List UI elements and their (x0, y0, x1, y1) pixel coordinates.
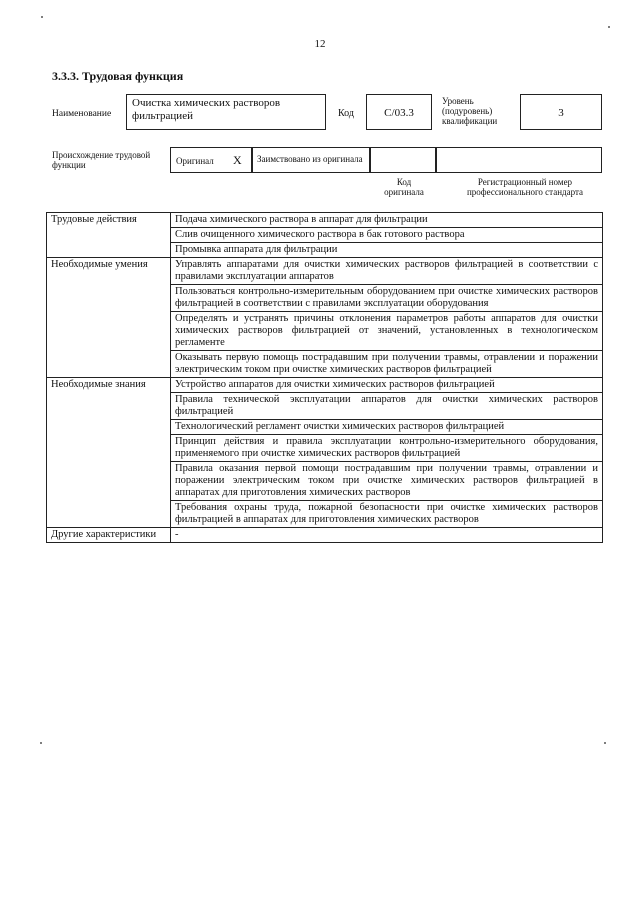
section-title: 3.3.3. Трудовая функция (52, 69, 184, 83)
table-cell: Управлять аппаратами для очистки химических растворов фильтрацией в соответствии с правилами эксплуатации аппаратов (171, 258, 603, 285)
section-label: Необходимые знания (47, 378, 171, 528)
scan-speck (41, 16, 43, 18)
table-row (47, 258, 603, 285)
table-row (47, 213, 603, 228)
table-cell: Промывка аппарата для фильтрации (171, 243, 603, 258)
table-cell: Правила оказания первой помощи пострадавшим при получении травмы, отравлении и поражении электрическим током при очистке химических растворов фильтрацией в аппаратах для приготовления химических растворов (171, 462, 603, 501)
table-cell: Пользоваться контрольно-измерительным оборудованием при очистке химических растворов фильтрацией в соответствии с правилами эксплуатации оборудования (171, 285, 603, 312)
origin-label: Происхождение трудовой функции (52, 150, 151, 170)
table-cell: Определять и устранять причины отклонения параметров работы аппаратов для очистки химических растворов фильтрацией от значений, установленных в технологическом регламенте (171, 312, 603, 351)
section-label: Необходимые умения (47, 258, 171, 378)
table-cell: Требования охраны труда, пожарной безопасности при очистке химических растворов фильтрацией в аппаратах для приготовления химических растворов (171, 501, 603, 528)
section-label: Трудовые действия (47, 213, 171, 258)
original-label: Оригинал (176, 156, 214, 166)
code-label: Код (338, 108, 354, 119)
table-cell: Оказывать первую помощь пострадавшим при получении травмы, отравлении и поражении электрическим током при очистке химических растворов фильтрацией (171, 351, 603, 378)
table-cell: Правила технической эксплуатации аппаратов для очистки химических растворов фильтрацией (171, 393, 603, 420)
competency-table (46, 212, 603, 543)
table-cell: - (171, 528, 603, 543)
borrowed-box (252, 147, 370, 173)
scan-speck (608, 26, 610, 28)
reg-number-cell (436, 147, 602, 173)
table-cell: Технологический регламент очистки химических растворов фильтрацией (171, 420, 603, 435)
level-label: Уровень (подуровень) квалификации (442, 96, 498, 126)
table-cell: Устройство аппаратов для очистки химических растворов фильтрацией (171, 378, 603, 393)
code-caption: Код оригинала (384, 177, 424, 197)
scan-speck (604, 742, 606, 744)
scan-speck (40, 742, 42, 744)
borrowed-label: Заимствовано из оригинала (257, 154, 363, 164)
function-code: C/03.3 (384, 107, 414, 119)
name-label: Наименование (52, 109, 112, 119)
level-value: 3 (558, 107, 564, 119)
level-box (520, 94, 602, 130)
table-row (47, 528, 603, 543)
page-number: 12 (314, 38, 326, 50)
function-code-box (366, 94, 432, 130)
original-box (170, 147, 252, 173)
table-cell: Подача химического раствора в аппарат для фильтрации (171, 213, 603, 228)
original-mark: X (233, 153, 242, 167)
section-label: Другие характеристики (47, 528, 171, 543)
original-code-cell (370, 147, 436, 173)
table-cell: Слив очищенного химического раствора в бак готового раствора (171, 228, 603, 243)
function-name-box (126, 94, 326, 130)
table-cell: Принцип действия и правила эксплуатации контрольно-измерительного оборудования, применяемого при очистке химических растворов фильтрацией (171, 435, 603, 462)
reg-caption: Регистрационный номер профессионального стандарта (466, 177, 584, 197)
function-name: Очистка химических растворов фильтрацией (132, 97, 281, 122)
table-row (47, 378, 603, 393)
